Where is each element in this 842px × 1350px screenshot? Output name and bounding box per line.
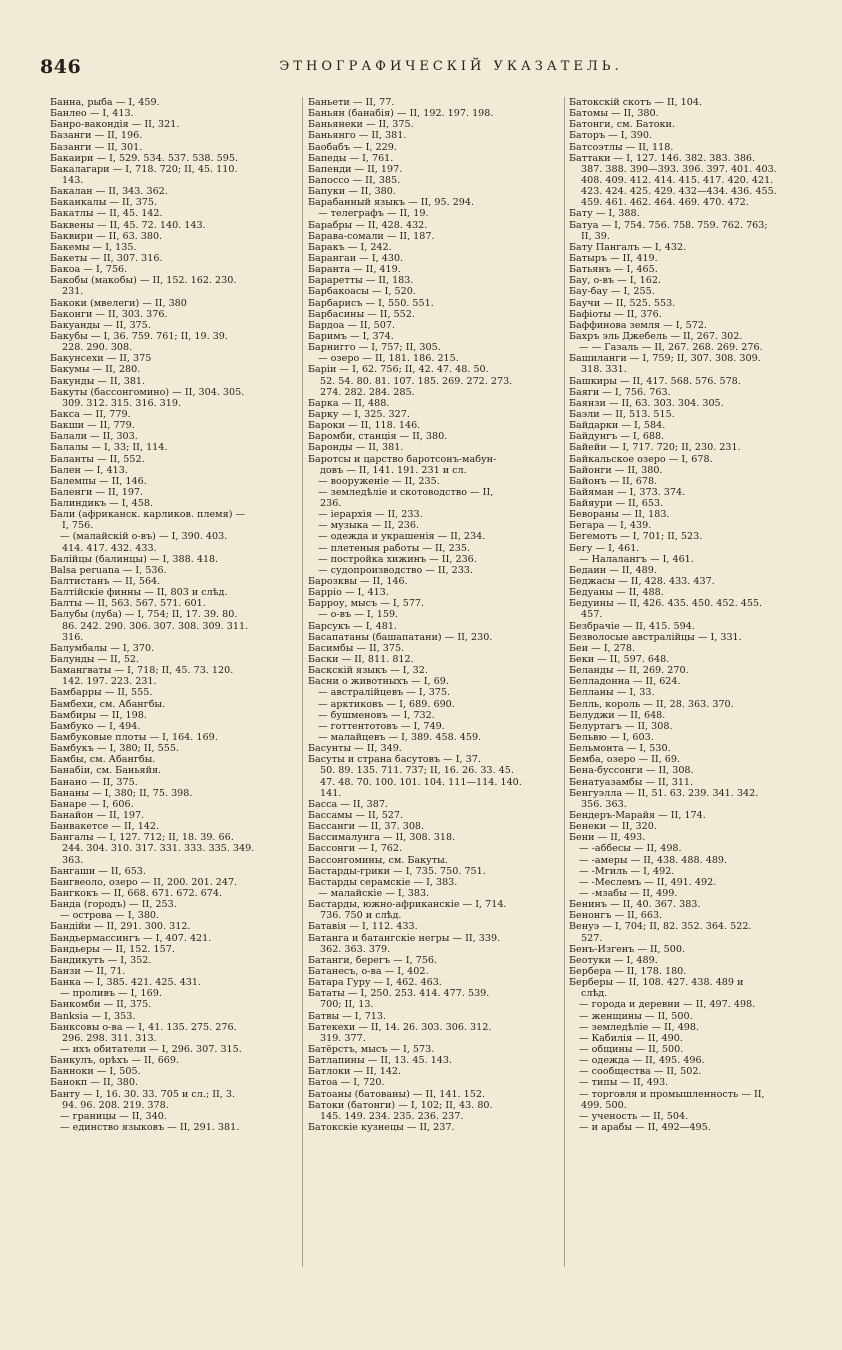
index-entry: Баобабъ — I, 229. [308,141,397,153]
index-entry: — типы — II, 493. [579,1077,669,1089]
index-entry: Банка — I, 385. 421. 425. 431. [50,977,202,989]
index-entry: Базанги — II, 301. [50,141,143,153]
index-entry: Бендеръ-Марайя — II, 174. [569,810,706,821]
index-entry: 459. 461. 462. 464. 469. 470. 472. [581,197,749,209]
index-entry: Батекехи — II, 14. 26. 303. 306. 312. [308,1021,492,1033]
index-entry: Banksia — I, 353. [50,1010,136,1022]
index-column-1 [50,97,296,1133]
index-entry: Байяури — II, 653. [569,498,664,510]
index-entry: — земледѣліе и скотоводство — II, [318,486,494,498]
index-entry: Баскскій языкъ — I, 32. [308,665,428,677]
index-entry: — ихъ обитатели — I, 296. 307. 315. [60,1043,242,1055]
index-entry: Батонги, см. Батоки. [569,119,675,131]
index-entry: Беи — I, 278. [569,642,636,654]
index-entry: Баленги — II, 197. [50,486,144,498]
index-entry: Батсоэтлы — II, 118. [569,141,674,153]
index-entry: — и арабы — II, 492—495. [579,1121,711,1133]
index-entry: Баттаки — I, 127. 146. 382. 383. 386. [569,152,756,164]
index-entry: Бандьеры — II, 152. 157. [50,943,175,955]
index-entry: Банту — I, 16. 30. 33. 705 и сл.; II, 3. [50,1088,236,1100]
column-divider [302,97,303,1267]
index-entry: Басса — II, 387. [308,798,388,810]
index-entry: Батлапины — II, 13. 45. 143. [308,1055,453,1067]
index-entry: Бедуины — II, 426. 435. 450. 452. 455. [569,598,763,610]
index-entry: Баримъ — I, 374. [308,330,394,342]
index-entry: Барозквы — II, 146. [308,576,408,588]
index-entry: Бароки — II, 118. 146. [308,420,421,432]
index-entry: Батомы — II, 380. [569,108,659,120]
index-entry: II, 39. [581,230,610,242]
index-entry: Бакоа — I, 756. [50,264,128,276]
index-entry: — о-въ — I, 159. [318,609,399,621]
index-entry: 274. 282. 284. 285. [320,386,415,398]
index-entry: 231. [62,286,84,298]
index-entry: Венуэ — I, 704; II, 82. 352. 364. 522. [569,921,752,933]
index-entry: Барабанный языкъ — II, 95. 294. [308,197,475,209]
index-entry: Бандикутъ — I, 352. [50,954,152,966]
index-entry: Басни о животныхъ — I, 69. [308,676,449,688]
index-entry: Банкулъ, орѣхъ — II, 669. [50,1055,180,1067]
index-entry: Бассанги — II, 37. 308. [308,821,425,833]
index-entry: Бангкокъ — II, 668. 671. 672. 674. [50,887,223,899]
index-entry: Баронды — II, 381. [308,442,404,454]
index-entry: Барроу, мысъ — I, 577. [308,598,425,610]
index-entry: Бардоа — II, 507. [308,319,396,331]
index-entry: Банайон — II, 197. [50,810,145,821]
index-entry: 244. 304. 310. 317. 331. 333. 335. 349. [62,843,255,855]
index-entry: Байяман — I, 373. 374. [569,486,686,498]
index-entry: Бафіоты — II, 376. [569,308,662,320]
index-entry: Барсукъ — I, 481. [308,620,397,632]
index-entry: Бакуанды — II, 375. [50,319,151,331]
index-entry: Батуа — I, 754. 756. 758. 759. 762. 763; [569,219,768,231]
index-entry: 47. 48. 70. 100. 101. 104. 111—114. 140. [320,776,522,788]
index-column-2 [308,97,559,1133]
index-entry: Банабіи, см. Баньяйя. [50,765,162,777]
index-entry: 86. 242. 290. 306. 307. 308. 309. 311. [62,620,249,632]
index-entry: Барка — II, 488. [308,397,390,409]
index-entry: Батьянъ — I, 465. [569,264,658,276]
index-entry: 414. 417. 432. 433. [62,542,157,554]
index-entry: Баянзи — II, 63. 303. 304. 305. [569,397,724,409]
index-entry: Бакатлы — II, 45. 142. [50,208,163,220]
index-column-3 [569,97,822,1133]
index-entry: Балали — II, 303. [50,431,138,443]
index-entry: Балты — II, 563. 567. 571. 601. [50,598,206,610]
index-entry: Бедуаны — II, 488. [569,587,664,599]
index-entry: Бассамы — II, 527. [308,810,404,821]
index-entry: Бассималунга — II, 308. 318. [308,832,456,844]
index-entry: — одежда — II, 495. 496. [579,1055,705,1067]
index-entry: Байонги — II, 380. [569,464,663,476]
index-entry: Байейи — I, 717. 720; II, 230. 231. [569,442,741,454]
index-entry: Банано — II, 375. [50,776,138,788]
index-entry: — острова — I, 380. [60,910,160,922]
index-entry: Бенинъ — II, 40. 367. 383. [569,899,701,911]
running-title: ЭТНОГРАФИЧЕСКІЙ УКАЗАТЕЛЬ. [279,59,623,74]
index-entry: Бангалы — I, 127. 712; II, 18. 39. 66. [50,832,234,844]
index-entry: Баэли — II, 513. 515. [569,408,675,420]
index-entry: 356. 363. [581,798,627,810]
index-entry: Бакса — II, 779. [50,408,131,420]
index-entry: Баторъ — I, 390. [569,130,653,142]
index-entry: 50. 89. 135. 711. 737; II, 16. 26. 33. 45. [320,765,514,777]
index-entry: — одежда и украшенія — II, 234. [318,531,486,543]
index-entry: Байдунгъ — I, 688. [569,431,665,443]
index-entry: 236. [320,498,342,510]
page-number: 846 [40,56,82,78]
index-entry: Бау, о-въ — I, 162. [569,275,661,287]
index-entry: Барку — I, 325. 327. [308,408,410,420]
index-entry: Басимбы — II, 375. [308,642,405,654]
index-entry: Белуджи — II, 648. [569,709,666,721]
index-entry: 228. 290. 308. [62,342,133,354]
index-entry: Барріо — I, 413. [308,587,389,599]
index-entry: Бемба, озеро — II, 69. [569,754,681,766]
index-entry: Баньети — II, 77. [308,97,395,108]
index-entry: Бегара — I, 439. [569,520,652,532]
index-entry: Беджасы — II, 428. 433. 437. [569,576,715,588]
index-entry: Бамбарры — II, 555. [50,687,153,699]
index-entry: Бакунды — II, 381. [50,375,146,387]
index-entry: 318. 331. [581,364,627,376]
index-entry: Батоа — I, 720. [308,1077,385,1089]
index-entry: 296. 298. 311. 313. [62,1032,157,1044]
index-entry: Банксовы о-ва — I, 41. 135. 275. 276. [50,1021,237,1033]
index-entry: 94. 96. 208. 219. 378. [62,1099,169,1111]
index-entry: — іерархія — II, 233. [318,509,423,521]
index-entry: — постройка хижинъ — II, 236. [318,553,477,565]
index-entry: Бевораны — II, 183. [569,509,670,521]
index-entry: — -мзабы — II, 499. [579,887,678,899]
index-entry: Баріи — I, 62. 756; II, 42. 47. 48. 50. [308,364,489,376]
index-entry: Баротсы и царство баротсонъ-мабун- [308,453,497,465]
index-entry: Башиланги — I, 759; II, 307. 308. 309. [569,353,761,365]
index-entry: Баньянго — II, 381. [308,130,407,142]
index-entry: Банноки — I, 505. [50,1066,141,1078]
index-entry: — торговля и промышленность — II, [579,1088,765,1100]
index-entry: Бапоссо — II, 385. [308,174,401,186]
index-entry: — готтентотовъ — I, 749. [318,720,445,732]
index-entry: Бангвеоло, озеро — II, 200. 201. 247. [50,876,238,888]
index-entry: Бамбехи, см. Абангбы. [50,698,166,710]
index-entry: Батанесъ, о-ва — I, 402. [308,965,429,977]
index-entry: Белланы — I, 33. [569,687,655,699]
index-entry: Бакубы — I, 36. 759. 761; II, 19. 39. [50,330,228,342]
index-entry: Балубы (луба) — I, 754; II, 17. 39. 80. [50,609,238,621]
index-entry: Баски — II, 811. 812. [308,654,414,666]
index-entry: Белль, король — II, 28. 363. 370. [569,698,734,710]
index-entry: Банокп — II, 380. [50,1077,139,1089]
index-entry: Бассонги — I, 762. [308,843,403,855]
index-entry: — Кабилія — II, 490. [579,1032,683,1044]
index-entry: Балунды — II, 52. [50,654,140,666]
index-entry: Бамбиры — II, 198. [50,709,147,721]
index-entry: Батлоки — II, 142. [308,1066,402,1078]
index-entry: Батавія — I, 112. 433. [308,921,418,933]
index-entry: — малайскіе — I, 383. [318,887,430,899]
index-entry: Балалы — I, 33; II, 114. [50,442,168,454]
index-entry: Баракъ — I, 242. [308,241,392,253]
index-entry: Балумбалы — I, 370. [50,642,155,654]
index-entry: — женщины — II, 500. [579,1010,693,1022]
index-entry: Беланды — II, 269. 270. [569,665,689,677]
index-entry: Баффинова земля — I, 572. [569,319,707,331]
index-entry: Бату Пангалъ — I, 432. [569,241,687,253]
index-entry: Беки — II, 597. 648. [569,654,670,666]
index-entry: — -аббесы — II, 498. [579,843,682,855]
index-entry: Бау-бау — I, 255. [569,286,655,298]
index-entry: — — Газаль — II, 267. 268. 269. 276. [579,342,763,354]
index-entry: Беотуки — I, 489. [569,954,658,966]
index-entry: Белуртагъ — II, 308. [569,720,673,732]
index-entry: — -Меслемъ — II, 491. 492. [579,876,717,888]
index-entry: Барабры — II, 428. 432. [308,219,428,231]
index-entry: — единство языковъ — II, 291. 381. [60,1121,240,1133]
index-entry: Баквири — II, 63. 380. [50,230,163,242]
index-entry: Бамбуковые плоты — I, 164. 169. [50,732,218,744]
index-entry: — земледѣліе — II, 498. [579,1021,700,1033]
index-entry: Balsa peruana — I, 536. [50,564,167,576]
index-entry: Бассонгомины, см. Бакуты. [308,854,448,866]
index-entry: Баквены — II, 45. 72. 140. 143. [50,219,206,231]
index-entry: — границы — II, 340. [60,1110,167,1122]
index-entry: Бакумы — II, 280. [50,364,141,376]
index-entry: — города и деревни — II, 497. 498. [579,999,756,1011]
index-entry: Батёрстъ, мысъ — I, 573. [308,1043,435,1055]
index-entry: Баланты — II, 552. [50,453,145,465]
index-entry: Батвы — I, 713. [308,1010,387,1022]
index-entry: Банкомби — II, 375. [50,999,152,1011]
index-entry: Бапенди — II, 197. [308,163,403,175]
index-entry: Барнигго — I, 757; II, 305. [308,342,441,354]
index-entry: — сообщества — II, 502. [579,1066,702,1078]
index-entry: Бенъ-Изгенъ — II, 500. [569,943,686,955]
index-entry: Батоаны (батованы) — II, 141. 152. [308,1088,486,1100]
index-entry: 700; II, 13. [320,999,374,1011]
index-entry: Безбрачіе — II, 415. 594. [569,620,695,632]
index-entry: 527. [581,932,603,944]
index-entry: 319. 377. [320,1032,366,1044]
page-header [40,56,802,82]
index-entry: Баньян (банабія) — II, 192. 197. 198. [308,108,494,120]
index-entry: Бельвю — I, 603. [569,732,654,744]
index-entry: 363. [62,854,84,866]
index-entry: — озеро — II, 181. 186. 215. [318,353,459,365]
index-entry: Банзи — II, 71. [50,965,126,977]
index-entry: Барангаи — I, 430. [308,252,404,264]
index-entry: Бакаири — I, 529. 534. 537. 538. 595. [50,152,239,164]
index-entry: Балтійскіе финны — II, 803 и слѣд. [50,587,228,599]
index-entry: Банда (городъ) — II, 253. [50,899,177,911]
index-entry: Бегемотъ — I, 701; II, 523. [569,531,703,543]
index-entry: — общины — II, 500. [579,1043,684,1055]
index-entry: Балійцы (балинцы) — I, 388. 418. [50,553,219,565]
index-entry: Байонъ — II, 678. [569,475,658,487]
index-entry: Бамангваты — I, 718; II, 45. 73. 120. [50,665,234,677]
index-entry: Бананы — I, 380; II, 75. 398. [50,787,193,799]
index-entry: Барбасины — II, 552. [308,308,415,320]
index-entry: 141. [320,787,342,799]
index-entry: Батокскій скотъ — II, 104. [569,97,703,108]
index-entry: Бени — II, 493. [569,832,646,844]
index-entry: Базанги — II, 196. [50,130,143,142]
index-entry: Бакалан — II, 343. 362. [50,186,168,198]
index-entry: Бапеды — I, 761. [308,152,394,164]
index-entry: Бегу — I, 461. [569,542,640,554]
index-entry: Балиндикъ — I, 458. [50,498,153,510]
index-entry: — вооруженіе — II, 235. [318,475,440,487]
index-entry: Банлео — I, 413. [50,108,134,120]
column-divider [564,97,565,1267]
index-entry: 408. 409. 412. 414. 415. 417. 420. 421. [581,174,774,186]
index-entry: Банро-вакондія — II, 321. [50,119,180,131]
index-entry: Бахръ эль Джебель — II, 267. 302. [569,330,743,342]
index-entry: Банвакетсе — II, 142. [50,821,160,833]
index-entry: Бедаин — II, 489. [569,564,657,576]
index-entry: 362. 363. 379. [320,943,391,955]
index-entry: Бамбуко — I, 494. [50,720,141,732]
index-entry: Бастарды, южно-африканскіе — I, 714. [308,899,507,911]
index-entry: — плетеныя работы — II, 235. [318,542,471,554]
index-entry: Баканкалы — II, 375. [50,197,158,209]
index-entry: 457. [581,609,603,621]
index-entry: Басуты и страна басутовъ — I, 37. [308,754,481,766]
index-entry: — бушменовъ — I, 732. [318,709,435,721]
index-entry: — австралійцевъ — I, 375. [318,687,451,699]
index-entry: Бандьермассингъ — I, 407. 421. [50,932,212,944]
index-entry: Баучи — II, 525. 553. [569,297,676,309]
index-entry: Байдарки — I, 584. [569,420,666,432]
index-entry: 145. 149. 234. 235. 236. 237. [320,1110,464,1122]
index-entry: Бапуки — II, 380. [308,186,396,198]
index-entry: 309. 312. 315. 316. 319. [62,397,182,409]
index-entry: Бакоки (мвелеги) — II, 380 [50,297,187,309]
index-entry: 423. 424. 425. 429. 432—434. 436. 455. [581,186,777,198]
index-entry: 499. 500. [581,1099,627,1111]
index-entry: Бена-буссонги — II, 308. [569,765,694,777]
index-entry: Балтистанъ — II, 564. [50,576,161,588]
index-entry: 387. 388. 390—393. 396. 397. 401. 403. [581,163,777,175]
index-entry: Барава-сомали — II, 187. [308,230,435,242]
index-entry: Бербера — II, 178. 180. [569,965,687,977]
index-entry: Батокскіе кузнецы — II, 237. [308,1121,455,1133]
index-entry: Банаре — I, 606. [50,798,134,810]
index-entry: — музыка — II, 236. [318,520,420,532]
index-entry: Бенгуэлла — II, 51. 63. 239. 341. 342. [569,787,759,799]
index-entry: Басапатаны (башапатани) — II, 230. [308,631,493,643]
index-entry: Бамбукъ — I, 380; II, 555. [50,743,179,755]
index-entry: — Налалангъ — I, 461. [579,553,694,565]
index-entry: Бакемы — I, 135. [50,241,137,253]
index-entry: Бали (африканск. карликов. племя) — [50,509,246,521]
index-entry: Батара Гуру — I, 462. 463. [308,977,442,989]
index-entry: довъ — II, 141. 191. 231 и сл. [320,464,467,476]
index-entry: Батанги, берегъ — I, 756. [308,954,438,966]
index-entry: — малайцевъ — I, 389. 458. 459. [318,732,482,744]
index-entry: Барбакоасы — I, 520. [308,286,416,298]
index-entry: Баяги — I, 756. 763. [569,386,671,398]
index-entry: — телеграфъ — II, 19. [318,208,429,220]
index-entry: 316. [62,631,84,643]
index-entry: Бакунсехи — II, 375 [50,353,152,365]
index-entry: Бастарды серамскіе — I, 383. [308,876,458,888]
index-entry: 52. 54. 80. 81. 107. 185. 269. 272. 273. [320,375,513,387]
index-entry: Балемпы — II, 146. [50,475,147,487]
index-entry: Бангаши — II, 653. [50,865,146,877]
index-entry: Бараретты — II, 183. [308,275,414,287]
index-entry: Бенатуазамбы — II, 311. [569,776,694,788]
index-entry: 142. 197. 223. 231. [62,676,157,688]
index-entry: — -амеры — II, 438. 488. 489. [579,854,728,866]
index-entry: Банна, рыба — I, 459. [50,97,160,108]
index-entry: Бастарды-грики — I, 735. 750. 751. [308,865,486,877]
index-entry: Бакши — II, 779. [50,420,135,432]
index-entry: I, 756. [62,520,94,532]
index-entry: слѣд. [581,988,608,1000]
index-entry: Басунты — II, 349. [308,743,402,755]
index-entry: Бамбы, см. Абангбы. [50,754,156,766]
index-entry: Бакеты — II, 307. 316. [50,252,163,264]
index-entry: — судопроизводство — II, 233. [318,564,473,576]
index-entry: Батанга и батангскіе негры — II, 339. [308,932,501,944]
index-entry: Бакалагари — I, 718. 720; II, 45. 110. [50,163,238,175]
index-entry: — проливъ — I, 169. [60,988,162,1000]
index-entry: Баконги — II, 303. 376. [50,308,168,320]
index-entry: Бакобы (макобы) — II, 152. 162. 230. [50,275,237,287]
index-entry: — арктиковъ — I, 689. 690. [318,698,455,710]
index-entry: — ученость — II, 504. [579,1110,689,1122]
index-entry: Бататы — I, 250. 253. 414. 477. 539. [308,988,490,1000]
index-entry: Батоки (батонги) — I, 102; II, 43. 80. [308,1099,493,1111]
index-entry: Баромби, станція — II, 380. [308,431,448,443]
index-entry: — (малайскій о-въ) — I, 390. 403. [60,531,228,543]
index-entry: — -Мгиль — I, 492. [579,865,675,877]
index-entry: Бакуты (бассонгомино) — II, 304. 305. [50,386,245,398]
index-entry: Бален — I, 413. [50,464,128,476]
index-entry: Бенонгъ — II, 663. [569,910,663,922]
index-entry: Башкиры — II, 417. 568. 576. 578. [569,375,741,387]
index-entry: Бату — I, 388. [569,208,640,220]
index-entry: Байкальское озеро — I, 678. [569,453,713,465]
index-entry: Белладонна — II, 624. [569,676,681,688]
index-entry: Берберы — II, 108. 427. 438. 489 и [569,977,744,989]
index-entry: Батыръ — II, 419. [569,252,658,264]
index-entry: Баранта — II, 419. [308,264,401,276]
index-entry: Бандійи — II, 291. 300. 312. [50,921,191,933]
index-entry: Бельмонта — I, 530. [569,743,671,755]
index-entry: Безволосые австралійцы — I, 331. [569,631,742,643]
index-entry: 143. [62,174,84,186]
index-entry: Баньянеки — II, 375. [308,119,414,131]
index-entry: Бенеки — II, 320. [569,821,657,833]
index-entry: 736. 750 и слѣд. [320,910,402,922]
index-entry: Барбарисъ — I, 550. 551. [308,297,434,309]
